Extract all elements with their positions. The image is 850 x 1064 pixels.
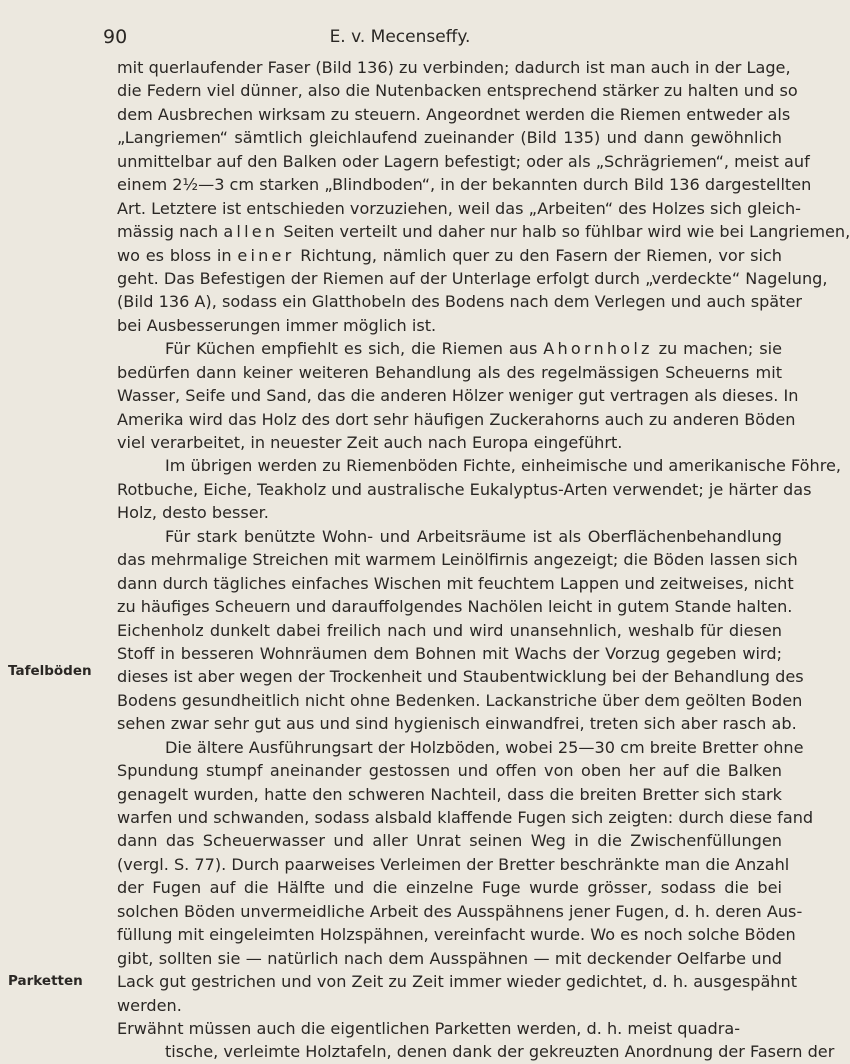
text-line: Eichenholz dunkelt dabei freilich nach und wird unansehnlich, weshalb für diesen — [117, 620, 782, 640]
text-line: genagelt wurden, hatte den schweren Nachteil, dass die breiten Bretter sich stark — [117, 784, 782, 804]
spaced-emphasis: allen — [223, 222, 279, 242]
text-line: einem 2½—3 cm starken „Blindboden“, in der bekannten durch Bild 136 dargestellten — [117, 175, 812, 195]
text-line: Für Küchen empfiehlt es sich, die Riemen aus Ahornholz zu machen; sie — [165, 339, 782, 359]
text-line: füllung mit eingeleimten Holzspähnen, vereinfacht wurde. Wo es noch solche Böden — [117, 925, 796, 945]
text-line: Lack gut gestrichen und von Zeit zu Zeit immer wieder gedichtet, d. h. ausgespähnt — [117, 972, 798, 992]
text-line: sehen zwar sehr gut aus und sind hygienisch einwandfrei, treten sich aber rasch ab. — [117, 714, 797, 734]
text-line: bei Ausbesserungen immer möglich ist. — [117, 315, 437, 335]
text-line: dem Ausbrechen wirksam zu steuern. Angeordnet werden die Riemen entweder als — [117, 104, 791, 124]
text-line: Bodens gesundheitlich nicht ohne Bedenken. Lackanstriche über dem geölten Boden — [117, 690, 803, 710]
margin-note-tafelboeden: Tafelböden — [8, 663, 92, 679]
text-line: Holz, desto besser. — [117, 503, 269, 523]
margin-note-parketten: Parketten — [8, 973, 83, 989]
text-line: mässig nach allen Seiten verteilt und daher nur halb so fühlbar wird wie bei Langriemen, — [117, 222, 850, 242]
text-line: das mehrmalige Streichen mit warmem Leinölfirnis angezeigt; die Böden lassen sich — [117, 550, 798, 570]
text-line: (vergl. S. 77). Durch paarweises Verleimen der Bretter beschränkte man die Anzahl — [117, 854, 790, 874]
text-line: geht. Das Befestigen der Riemen auf der Unterlage erfolgt durch „verdeckte“ Nagelung, — [117, 268, 828, 288]
text-line: Erwähnt müssen auch die eigentlichen Parketten werden, d. h. meist quadra- — [117, 1018, 741, 1038]
text-line: tische, verleimte Holztafeln, denen dank der gekreuzten Anordnung der Fasern der — [165, 1042, 835, 1062]
text-line: Im übrigen werden zu Riemenböden Fichte, einheimische und amerikanische Föhre, — [165, 456, 841, 476]
text-line: Amerika wird das Holz des dort sehr häufigen Zuckerahorns auch zu anderen Böden — [117, 409, 796, 429]
text-line: werden. — [117, 995, 182, 1015]
text-line: zu häufiges Scheuern und darauffolgendes Nachölen leicht in gutem Stande halten. — [117, 597, 793, 617]
text-line: dann das Scheuerwasser und aller Unrat seinen Weg in die Zwischenfüllungen — [117, 831, 782, 851]
page-number: 90 — [103, 26, 128, 48]
text-line: warfen und schwanden, sodass alsbald klaffende Fugen sich zeigten: durch diese fand — [117, 808, 814, 827]
text-line: bedürfen dann keiner weiteren Behandlung als des regelmässigen Scheuerns mit — [117, 362, 782, 382]
text-line: solchen Böden unvermeidliche Arbeit des Ausspähnens jener Fugen, d. h. deren Aus- — [117, 901, 803, 921]
text-line: Spundung stumpf aneinander gestossen und offen von oben her auf die Balken — [117, 761, 782, 781]
text-line: mit querlaufender Faser (Bild 136) zu verbinden; dadurch ist man auch in der Lage, — [117, 58, 791, 77]
text-line: Wasser, Seife und Sand, das die anderen Hölzer weniger gut vertragen als dieses. In — [117, 386, 799, 406]
text-line: Art. Letztere ist entschieden vorzuziehen, weil das „Arbeiten“ des Holzes sich gleich- — [117, 198, 801, 218]
running-head: E. v. Mecenseffy. — [329, 27, 471, 47]
text-line: „Langriemen“ sämtlich gleichlaufend zueinander (Bild 135) und dann gewöhnlich — [117, 128, 782, 148]
text-line: Stoff in besseren Wohnräumen dem Bohnen mit Wachs der Vorzug gegeben wird; — [117, 643, 782, 663]
text-line: (Bild 136 A), sodass ein Glatthobeln des Bodens nach dem Verlegen und auch später — [117, 292, 802, 312]
text-line: wo es bloss in einer Richtung, nämlich quer zu den Fasern der Riemen, vor sich — [117, 245, 783, 265]
spaced-emphasis: einer — [237, 245, 295, 265]
text-line: viel verarbeitet, in neuester Zeit auch nach Europa eingeführt. — [117, 433, 623, 452]
text-line: der Fugen auf die Hälfte und die einzelne Fuge wurde grösser, sodass die bei — [117, 878, 782, 898]
spaced-emphasis: Ahornholz — [543, 339, 653, 359]
text-line: dieses ist aber wegen der Trockenheit und Staubentwicklung bei der Behandlung des — [117, 667, 804, 687]
text-line: Die ältere Ausführungsart der Holzböden, wobei 25—30 cm breite Bretter ohne — [165, 737, 804, 757]
text-line: unmittelbar auf den Balken oder Lagern befestigt; oder als „Schrägriemen“, meist auf — [117, 151, 810, 171]
body-text — [117, 56, 850, 1064]
text-line: Für stark benützte Wohn- und Arbeitsräume ist als Oberflächenbehandlung — [165, 526, 782, 546]
text-line: Rotbuche, Eiche, Teakholz und australische Eukalyptus-Arten verwendet; je härter das — [117, 479, 812, 499]
text-line: gibt, sollten sie — natürlich nach dem Ausspähnen — mit deckender Oelfarbe und — [117, 948, 782, 968]
text-line: dann durch tägliches einfaches Wischen mit feuchtem Lappen und zeitweises, nicht — [117, 573, 794, 593]
text-line: die Federn viel dünner, also die Nutenbacken entsprechend stärker zu halten und so — [117, 81, 798, 101]
